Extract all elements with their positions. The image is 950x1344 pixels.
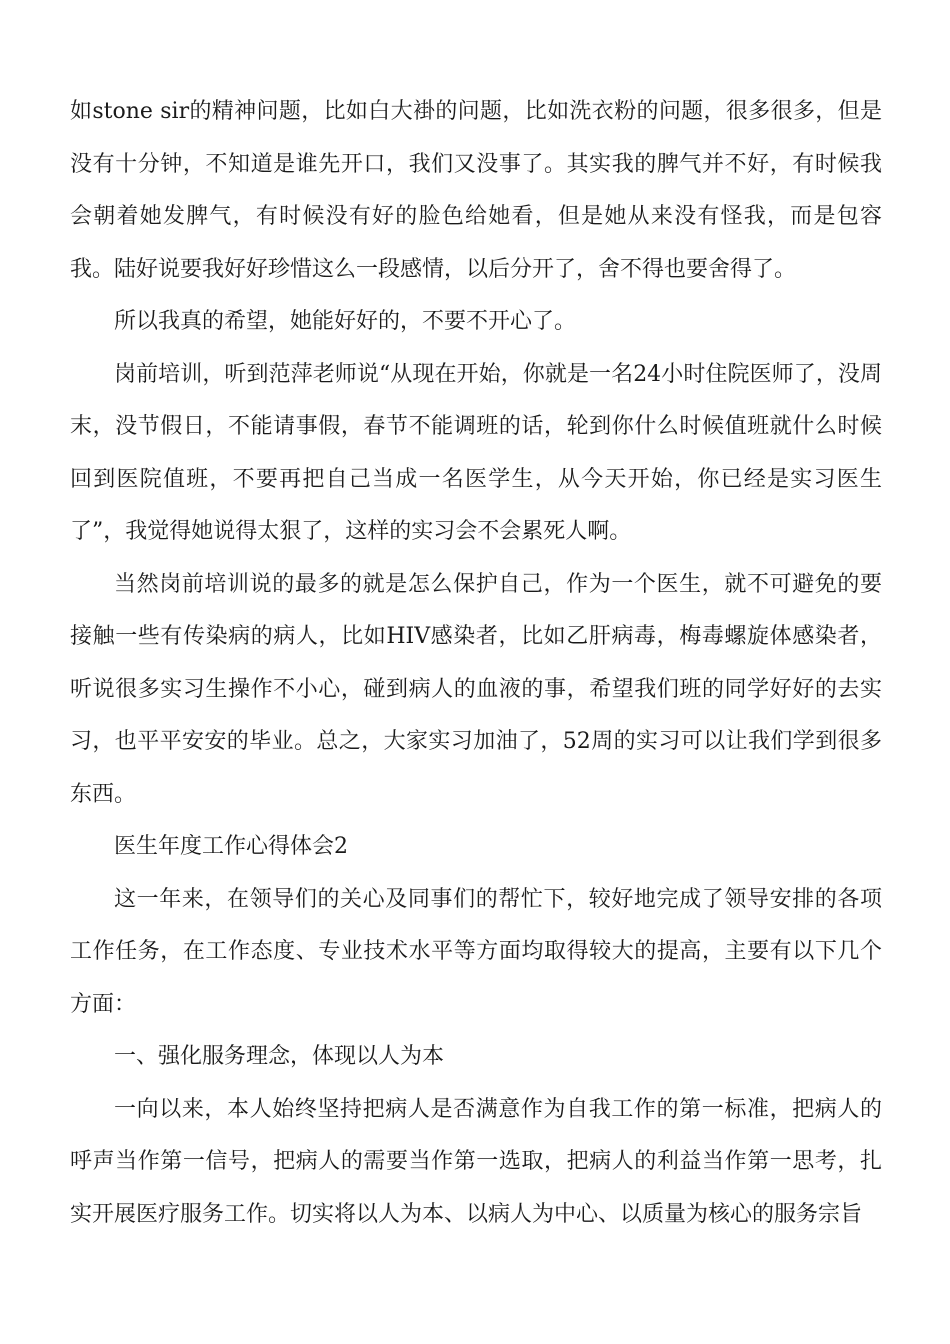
section-title: 医生年度工作心得体会2 — [114, 834, 348, 859]
paragraph-service-principle: 一向以来，本人始终坚持把病人是否满意作为自我工作的第一标准，把病人的呼声当作第一信号，把病人的需要当作第一选取，把病人的利益当作第一思考，扎实开展医疗服务工作。切实将以人为本、以病人为中心、以质量为核心的服务宗旨 — [70, 1096, 882, 1227]
document-page — [70, 86, 882, 1241]
paragraph-training-quote: 岗前培训，听到范萍老师说“从现在开始，你就是一名24小时住院医师了，没周末，没节假日，不能请事假，春节不能调班的话，轮到你什么时候值班就什么时候回到医院值班，不要再把自己当成一名医学生，从今天开始，你已经是实习医生了”，我觉得她说得太狠了，这样的实习会不会累死人啊。 — [70, 361, 882, 544]
paragraph-stone-sir: 如stone sir的精神问题，比如白大褂的问题，比如洗衣粉的问题，很多很多，但是没有十分钟，不知道是谁先开口，我们又没事了。其实我的脾气并不好，有时候我会朝着她发脾气，有时候没有好的脸色给她看，但是她从来没有怪我，而是包容我。陆好说要我好好珍惜这么一段感情，以后分开了，舍不得也要舍得了。 — [70, 99, 882, 282]
subsection-heading: 一、强化服务理念，体现以人为本 — [114, 1044, 445, 1069]
paragraph-hope: 所以我真的希望，她能好好的，不要不开心了。 — [114, 309, 577, 334]
paragraph-self-protection: 当然岗前培训说的最多的就是怎么保护自己，作为一个医生，就不可避免的要接触一些有传染病的病人，比如HIV感染者，比如乙肝病毒，梅毒螺旋体感染者，听说很多实习生操作不小心，碰到病人的血液的事，希望我们班的同学好好的去实习，也平平安安的毕业。总之，大家实习加油了，52周的实习可以让我们学到很多东西。 — [70, 571, 882, 807]
paragraph-year-summary: 这一年来，在领导们的关心及同事们的帮忙下，较好地完成了领导安排的各项工作任务，在工作态度、专业技术水平等方面均取得较大的提高，主要有以下几个方面： — [70, 886, 882, 1017]
